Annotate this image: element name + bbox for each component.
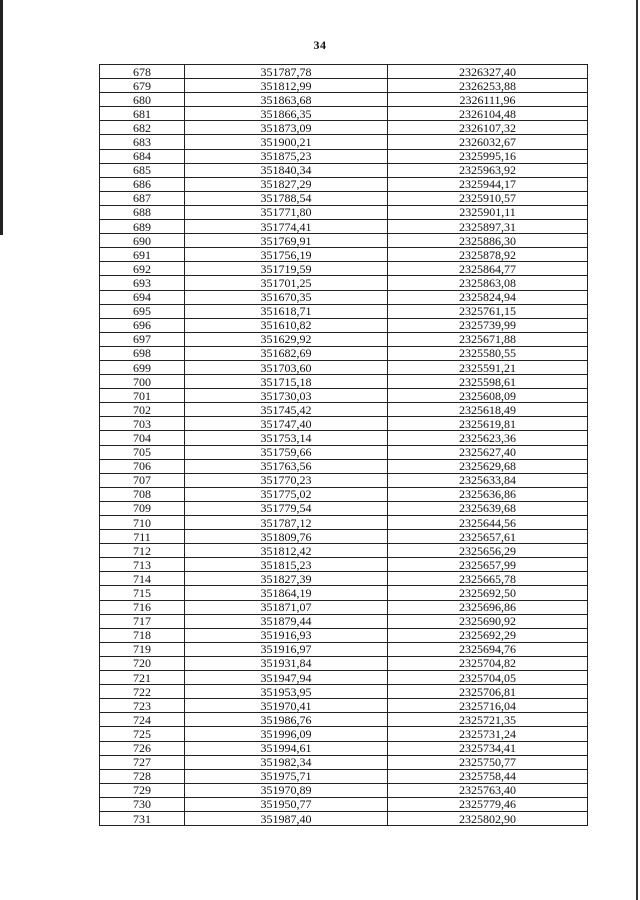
table-row <box>100 332 588 346</box>
x-coordinate-cell: 351982,34 <box>185 755 388 769</box>
table-row <box>100 614 588 628</box>
x-coordinate-cell: 351682,69 <box>185 346 388 360</box>
table-row <box>100 205 588 219</box>
y-coordinate-cell: 2325716,04 <box>388 699 588 713</box>
point-number-cell: 712 <box>100 544 185 558</box>
x-coordinate-cell: 351779,54 <box>185 501 388 515</box>
y-coordinate-cell: 2325731,24 <box>388 727 588 741</box>
y-coordinate-cell: 2325704,05 <box>388 671 588 685</box>
x-coordinate-cell: 351815,23 <box>185 558 388 572</box>
x-coordinate-cell: 351770,23 <box>185 473 388 487</box>
point-number-cell: 679 <box>100 79 185 93</box>
y-coordinate-cell: 2325706,81 <box>388 685 588 699</box>
table-row <box>100 65 588 79</box>
table-row <box>100 600 588 614</box>
y-coordinate-cell: 2325694,76 <box>388 642 588 656</box>
table-row <box>100 79 588 93</box>
y-coordinate-cell: 2325671,88 <box>388 332 588 346</box>
table-row <box>100 360 588 374</box>
point-number-cell: 686 <box>100 177 185 191</box>
x-coordinate-cell: 351753,14 <box>185 431 388 445</box>
point-number-cell: 681 <box>100 107 185 121</box>
point-number-cell: 711 <box>100 530 185 544</box>
x-coordinate-cell: 351900,21 <box>185 135 388 149</box>
y-coordinate-cell: 2325623,36 <box>388 431 588 445</box>
y-coordinate-cell: 2325633,84 <box>388 473 588 487</box>
y-coordinate-cell: 2325963,92 <box>388 163 588 177</box>
table-row <box>100 163 588 177</box>
table-row <box>100 699 588 713</box>
point-number-cell: 725 <box>100 727 185 741</box>
x-coordinate-cell: 351875,23 <box>185 149 388 163</box>
y-coordinate-cell: 2325802,90 <box>388 811 588 825</box>
point-number-cell: 724 <box>100 713 185 727</box>
x-coordinate-cell: 351975,71 <box>185 769 388 783</box>
point-number-cell: 723 <box>100 699 185 713</box>
x-coordinate-cell: 351931,84 <box>185 656 388 670</box>
x-coordinate-cell: 351916,93 <box>185 628 388 642</box>
table-row <box>100 121 588 135</box>
point-number-cell: 695 <box>100 304 185 318</box>
table-row <box>100 797 588 811</box>
y-coordinate-cell: 2325704,82 <box>388 656 588 670</box>
x-coordinate-cell: 351809,76 <box>185 530 388 544</box>
y-coordinate-cell: 2325591,21 <box>388 360 588 374</box>
y-coordinate-cell: 2325580,55 <box>388 346 588 360</box>
x-coordinate-cell: 351703,60 <box>185 360 388 374</box>
table-row <box>100 93 588 107</box>
x-coordinate-cell: 351840,34 <box>185 163 388 177</box>
x-coordinate-cell: 351763,56 <box>185 459 388 473</box>
table-row <box>100 473 588 487</box>
y-coordinate-cell: 2325897,31 <box>388 220 588 234</box>
point-number-cell: 693 <box>100 276 185 290</box>
y-coordinate-cell: 2326253,88 <box>388 79 588 93</box>
y-coordinate-cell: 2325696,86 <box>388 600 588 614</box>
scan-edge-left <box>0 0 3 235</box>
point-number-cell: 714 <box>100 572 185 586</box>
point-number-cell: 728 <box>100 769 185 783</box>
point-number-cell: 719 <box>100 642 185 656</box>
y-coordinate-cell: 2325739,99 <box>388 318 588 332</box>
point-number-cell: 692 <box>100 262 185 276</box>
point-number-cell: 699 <box>100 360 185 374</box>
y-coordinate-cell: 2325763,40 <box>388 783 588 797</box>
point-number-cell: 716 <box>100 600 185 614</box>
y-coordinate-cell: 2325878,92 <box>388 248 588 262</box>
point-number-cell: 722 <box>100 685 185 699</box>
y-coordinate-cell: 2325657,99 <box>388 558 588 572</box>
point-number-cell: 690 <box>100 234 185 248</box>
table-row <box>100 544 588 558</box>
x-coordinate-cell: 351787,78 <box>185 65 388 79</box>
table-row <box>100 417 588 431</box>
table-row <box>100 191 588 205</box>
coordinates-table-body <box>100 65 588 826</box>
x-coordinate-cell: 351871,07 <box>185 600 388 614</box>
point-number-cell: 685 <box>100 163 185 177</box>
x-coordinate-cell: 351812,99 <box>185 79 388 93</box>
x-coordinate-cell: 351670,35 <box>185 290 388 304</box>
x-coordinate-cell: 351866,35 <box>185 107 388 121</box>
y-coordinate-cell: 2325864,77 <box>388 262 588 276</box>
table-row <box>100 727 588 741</box>
table-row <box>100 248 588 262</box>
table-row <box>100 149 588 163</box>
x-coordinate-cell: 351610,82 <box>185 318 388 332</box>
x-coordinate-cell: 351970,41 <box>185 699 388 713</box>
point-number-cell: 678 <box>100 65 185 79</box>
table-row <box>100 431 588 445</box>
point-number-cell: 687 <box>100 191 185 205</box>
point-number-cell: 727 <box>100 755 185 769</box>
y-coordinate-cell: 2325692,29 <box>388 628 588 642</box>
coordinates-table <box>99 64 588 826</box>
table-row <box>100 713 588 727</box>
y-coordinate-cell: 2325901,11 <box>388 205 588 219</box>
y-coordinate-cell: 2325657,61 <box>388 530 588 544</box>
table-row <box>100 572 588 586</box>
point-number-cell: 705 <box>100 445 185 459</box>
point-number-cell: 726 <box>100 741 185 755</box>
y-coordinate-cell: 2326111,96 <box>388 93 588 107</box>
x-coordinate-cell: 351775,02 <box>185 487 388 501</box>
table-row <box>100 501 588 515</box>
table-row <box>100 755 588 769</box>
y-coordinate-cell: 2325656,29 <box>388 544 588 558</box>
point-number-cell: 683 <box>100 135 185 149</box>
x-coordinate-cell: 351994,61 <box>185 741 388 755</box>
point-number-cell: 730 <box>100 797 185 811</box>
point-number-cell: 708 <box>100 487 185 501</box>
table-row <box>100 783 588 797</box>
point-number-cell: 706 <box>100 459 185 473</box>
y-coordinate-cell: 2325619,81 <box>388 417 588 431</box>
table-row <box>100 811 588 825</box>
table-row <box>100 107 588 121</box>
point-number-cell: 689 <box>100 220 185 234</box>
x-coordinate-cell: 351986,76 <box>185 713 388 727</box>
table-row <box>100 318 588 332</box>
table-row <box>100 262 588 276</box>
x-coordinate-cell: 351719,59 <box>185 262 388 276</box>
x-coordinate-cell: 351769,91 <box>185 234 388 248</box>
y-coordinate-cell: 2326104,48 <box>388 107 588 121</box>
table-row <box>100 530 588 544</box>
table-row <box>100 389 588 403</box>
point-number-cell: 729 <box>100 783 185 797</box>
table-row <box>100 177 588 191</box>
table-row <box>100 586 588 600</box>
x-coordinate-cell: 351873,09 <box>185 121 388 135</box>
x-coordinate-cell: 351827,39 <box>185 572 388 586</box>
point-number-cell: 696 <box>100 318 185 332</box>
x-coordinate-cell: 351629,92 <box>185 332 388 346</box>
table-row <box>100 642 588 656</box>
point-number-cell: 691 <box>100 248 185 262</box>
x-coordinate-cell: 351879,44 <box>185 614 388 628</box>
point-number-cell: 701 <box>100 389 185 403</box>
table-row <box>100 290 588 304</box>
x-coordinate-cell: 351756,19 <box>185 248 388 262</box>
y-coordinate-cell: 2325761,15 <box>388 304 588 318</box>
table-row <box>100 516 588 530</box>
table-row <box>100 671 588 685</box>
x-coordinate-cell: 351701,25 <box>185 276 388 290</box>
table-row <box>100 769 588 783</box>
point-number-cell: 697 <box>100 332 185 346</box>
x-coordinate-cell: 351745,42 <box>185 403 388 417</box>
x-coordinate-cell: 351771,80 <box>185 205 388 219</box>
table-row <box>100 685 588 699</box>
y-coordinate-cell: 2325824,94 <box>388 290 588 304</box>
y-coordinate-cell: 2325886,30 <box>388 234 588 248</box>
scan-edge-right <box>636 0 638 900</box>
x-coordinate-cell: 351788,54 <box>185 191 388 205</box>
point-number-cell: 704 <box>100 431 185 445</box>
y-coordinate-cell: 2326107,32 <box>388 121 588 135</box>
table-row <box>100 403 588 417</box>
point-number-cell: 684 <box>100 149 185 163</box>
table-row <box>100 445 588 459</box>
point-number-cell: 718 <box>100 628 185 642</box>
table-row <box>100 656 588 670</box>
x-coordinate-cell: 351916,97 <box>185 642 388 656</box>
x-coordinate-cell: 351970,89 <box>185 783 388 797</box>
point-number-cell: 698 <box>100 346 185 360</box>
table-row <box>100 220 588 234</box>
point-number-cell: 707 <box>100 473 185 487</box>
x-coordinate-cell: 351774,41 <box>185 220 388 234</box>
point-number-cell: 717 <box>100 614 185 628</box>
point-number-cell: 721 <box>100 671 185 685</box>
point-number-cell: 731 <box>100 811 185 825</box>
y-coordinate-cell: 2326327,40 <box>388 65 588 79</box>
table-row <box>100 135 588 149</box>
x-coordinate-cell: 351953,95 <box>185 685 388 699</box>
y-coordinate-cell: 2325734,41 <box>388 741 588 755</box>
y-coordinate-cell: 2325779,46 <box>388 797 588 811</box>
page-number: 34 <box>313 38 327 52</box>
x-coordinate-cell: 351947,94 <box>185 671 388 685</box>
table-row <box>100 346 588 360</box>
y-coordinate-cell: 2325995,16 <box>388 149 588 163</box>
point-number-cell: 688 <box>100 205 185 219</box>
y-coordinate-cell: 2325636,86 <box>388 487 588 501</box>
y-coordinate-cell: 2325758,44 <box>388 769 588 783</box>
point-number-cell: 710 <box>100 516 185 530</box>
point-number-cell: 694 <box>100 290 185 304</box>
point-number-cell: 682 <box>100 121 185 135</box>
point-number-cell: 702 <box>100 403 185 417</box>
y-coordinate-cell: 2325944,17 <box>388 177 588 191</box>
table-row <box>100 304 588 318</box>
point-number-cell: 700 <box>100 375 185 389</box>
x-coordinate-cell: 351715,18 <box>185 375 388 389</box>
table-row <box>100 741 588 755</box>
point-number-cell: 715 <box>100 586 185 600</box>
x-coordinate-cell: 351987,40 <box>185 811 388 825</box>
x-coordinate-cell: 351863,68 <box>185 93 388 107</box>
point-number-cell: 680 <box>100 93 185 107</box>
x-coordinate-cell: 351618,71 <box>185 304 388 318</box>
x-coordinate-cell: 351747,40 <box>185 417 388 431</box>
x-coordinate-cell: 351996,09 <box>185 727 388 741</box>
y-coordinate-cell: 2325721,35 <box>388 713 588 727</box>
table-row <box>100 234 588 248</box>
y-coordinate-cell: 2325690,92 <box>388 614 588 628</box>
x-coordinate-cell: 351950,77 <box>185 797 388 811</box>
table-row <box>100 558 588 572</box>
table-row <box>100 487 588 501</box>
y-coordinate-cell: 2325627,40 <box>388 445 588 459</box>
table-row <box>100 375 588 389</box>
y-coordinate-cell: 2325639,68 <box>388 501 588 515</box>
y-coordinate-cell: 2325629,68 <box>388 459 588 473</box>
table-row <box>100 628 588 642</box>
y-coordinate-cell: 2325665,78 <box>388 572 588 586</box>
x-coordinate-cell: 351812,42 <box>185 544 388 558</box>
x-coordinate-cell: 351730,03 <box>185 389 388 403</box>
point-number-cell: 703 <box>100 417 185 431</box>
x-coordinate-cell: 351787,12 <box>185 516 388 530</box>
y-coordinate-cell: 2326032,67 <box>388 135 588 149</box>
point-number-cell: 713 <box>100 558 185 572</box>
table-row <box>100 276 588 290</box>
y-coordinate-cell: 2325618,49 <box>388 403 588 417</box>
y-coordinate-cell: 2325644,56 <box>388 516 588 530</box>
x-coordinate-cell: 351827,29 <box>185 177 388 191</box>
x-coordinate-cell: 351759,66 <box>185 445 388 459</box>
y-coordinate-cell: 2325863,08 <box>388 276 588 290</box>
table-row <box>100 459 588 473</box>
y-coordinate-cell: 2325692,50 <box>388 586 588 600</box>
y-coordinate-cell: 2325608,09 <box>388 389 588 403</box>
point-number-cell: 720 <box>100 656 185 670</box>
x-coordinate-cell: 351864,19 <box>185 586 388 600</box>
y-coordinate-cell: 2325750,77 <box>388 755 588 769</box>
point-number-cell: 709 <box>100 501 185 515</box>
y-coordinate-cell: 2325598,61 <box>388 375 588 389</box>
y-coordinate-cell: 2325910,57 <box>388 191 588 205</box>
